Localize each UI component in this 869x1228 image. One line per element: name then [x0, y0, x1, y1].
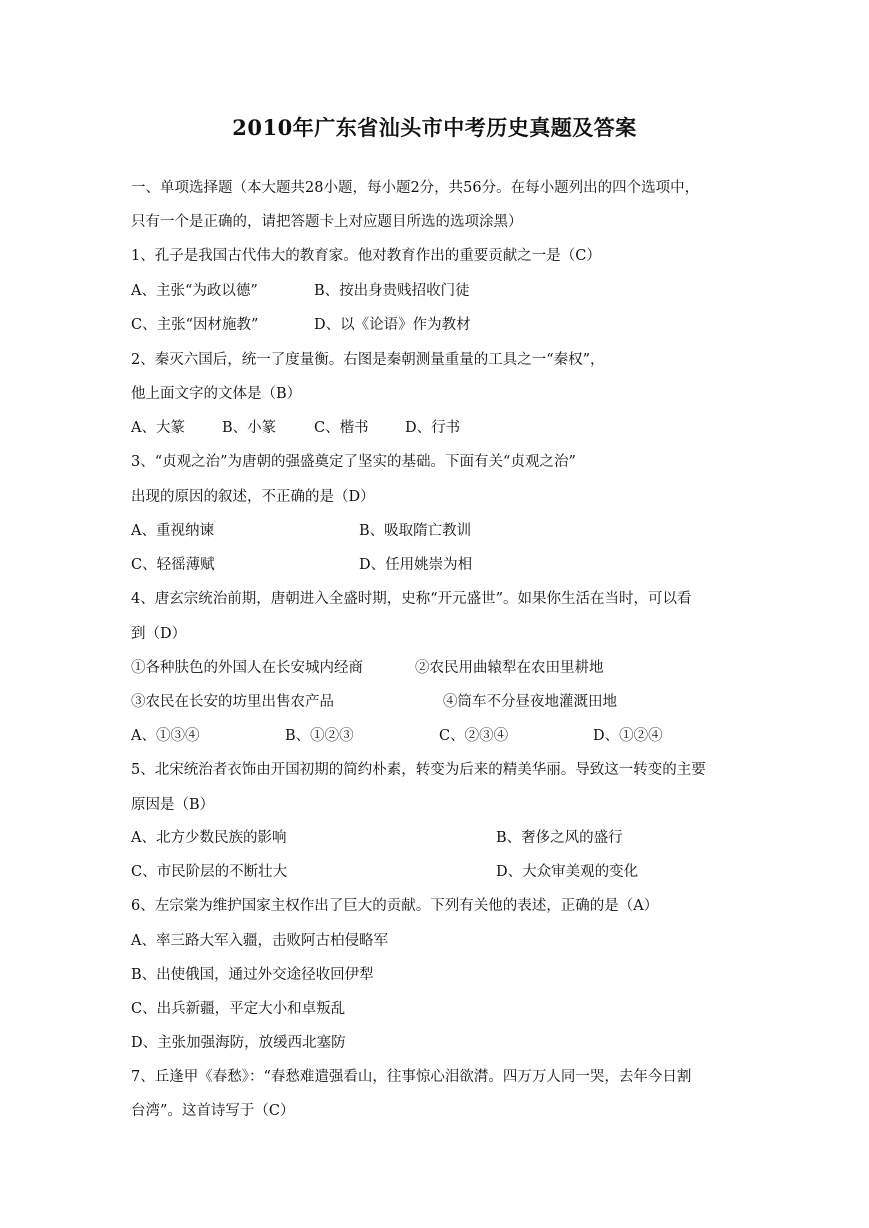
q1-stem: 1、孔子是我国古代伟大的教育家。他对教育作出的重要贡献之一是（C） — [131, 248, 601, 264]
q4-statement-1: ①各种肤色的外国人在长安城内经商 — [131, 660, 363, 676]
q2-stem-line-1: 2、秦灭六国后，统一了度量衡。右图是秦朝测量重量的工具之一“秦权”， — [131, 352, 605, 368]
q1-option-c: C、主张“因材施教” — [131, 317, 259, 333]
q2-option-c: C、楷书 — [314, 420, 369, 436]
q3-option-d: D、任用姚崇为相 — [359, 557, 473, 573]
q3-option-a: A、重视纳谏 — [131, 523, 214, 539]
q2-option-b: B、小篆 — [222, 420, 277, 436]
q5-stem-line-1: 5、北宋统治者衣饰由开国初期的简约朴素，转变为后来的精美华丽。导致这一转变的主要 — [131, 762, 706, 778]
page-title: 2010年广东省汕头市中考历史真题及答案 — [232, 115, 637, 140]
section-instructions-line-2: 只有一个是正确的，请把答题卡上对应题目所选的选项涂黑） — [131, 214, 523, 230]
q5-option-c: C、市民阶层的不断壮大 — [131, 864, 288, 880]
q5-stem-line-2: 原因是（B） — [131, 797, 215, 813]
q3-stem-line-1: 3、“贞观之治”为唐朝的强盛奠定了坚实的基础。下面有关“贞观之治” — [131, 454, 576, 470]
q2-option-a: A、大篆 — [131, 420, 185, 436]
q4-statement-2: ②农民用曲辕犁在农田里耕地 — [415, 660, 604, 676]
q4-statement-3: ③农民在长安的坊里出售农产品 — [131, 694, 334, 710]
q5-option-d: D、大众审美观的变化 — [496, 864, 639, 880]
q6-stem: 6、左宗棠为维护国家主权作出了巨大的贡献。下列有关他的表述，正确的是（A） — [131, 898, 659, 914]
q3-option-b: B、吸取隋亡教训 — [359, 523, 472, 539]
q4-option-c: C、②③④ — [439, 728, 509, 744]
q3-option-c: C、轻徭薄赋 — [131, 557, 215, 573]
q2-stem-line-2: 他上面文字的文体是（B） — [131, 386, 302, 402]
q7-stem-line-2: 台湾”。这首诗写于（C） — [131, 1103, 295, 1119]
q5-option-b: B、奢侈之风的盛行 — [496, 830, 623, 846]
q1-option-b: B、按出身贵贱招收门徒 — [314, 283, 470, 299]
q6-option-d: D、主张加强海防，放缓西北塞防 — [131, 1035, 346, 1051]
q6-option-b: B、出使俄国，通过外交途径收回伊犁 — [131, 967, 374, 983]
section-instructions-line-1: 一、单项选择题（本大题共28小题，每小题2分，共56分。在每小题列出的四个选项中， — [131, 180, 700, 196]
q6-option-c: C、出兵新疆，平定大小和卓叛乱 — [131, 1001, 346, 1017]
q4-statement-4: ④筒车不分昼夜地灌溉田地 — [443, 694, 617, 710]
q6-option-a: A、率三路大军入疆，击败阿古柏侵略军 — [131, 933, 388, 949]
q1-option-a: A、主张“为政以德” — [131, 283, 258, 299]
q5-option-a: A、北方少数民族的影响 — [131, 830, 287, 846]
q2-option-d: D、行书 — [405, 420, 461, 436]
q3-stem-line-2: 出现的原因的叙述，不正确的是（D） — [131, 489, 375, 505]
q4-stem-line-1: 4、唐玄宗统治前期，唐朝进入全盛时期，史称“开元盛世”。如果你生活在当时，可以看 — [131, 591, 692, 607]
q4-option-b: B、①②③ — [285, 728, 354, 744]
q4-stem-line-2: 到（D） — [131, 626, 187, 642]
q7-stem-line-1: 7、丘逢甲《春愁》：“春愁难遣强看山，往事惊心泪欲潸。四万万人同一哭，去年今日割 — [131, 1069, 692, 1085]
q4-option-a: A、①③④ — [131, 728, 200, 744]
q1-option-d: D、以《论语》作为教材 — [314, 317, 471, 333]
q4-option-d: D、①②④ — [593, 728, 663, 744]
